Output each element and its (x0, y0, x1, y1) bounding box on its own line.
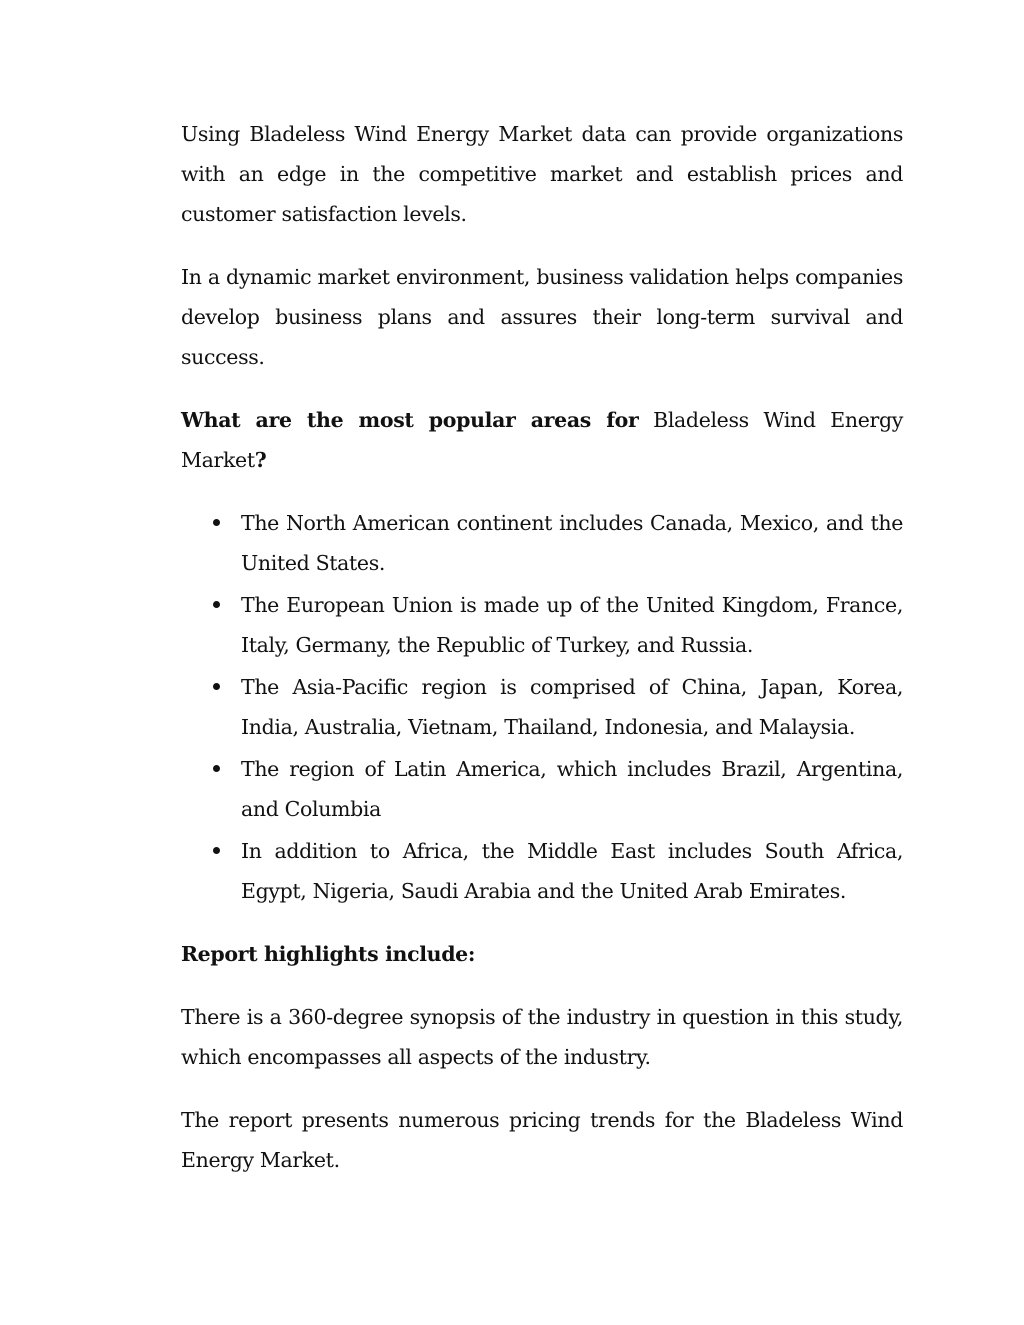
list-item (181, 831, 903, 911)
bullet-icon (213, 519, 220, 526)
list-item-text: The North American continent includes Canada, Mexico, and the United States. (241, 511, 903, 575)
regions-list (181, 503, 903, 911)
list-item-text: The Asia-Pacific region is comprised of China, Japan, Korea, India, Australia, Vietnam, Thailand, Indonesia, and Malaysia. (241, 675, 903, 739)
highlight-paragraph-synopsis: There is a 360-degree synopsis of the industry in question in this study, which encompasses all aspects of the industry. (181, 1005, 903, 1069)
regions-heading-question-mark: ? (254, 448, 267, 472)
list-item (181, 503, 903, 583)
list-item-text: In addition to Africa, the Middle East includes South Africa, Egypt, Nigeria, Saudi Arabia and the United Arab Emirates. (241, 839, 903, 903)
intro-paragraph: Using Bladeless Wind Energy Market data can provide organizations with an edge in the competitive market and establish prices and customer satisfaction levels. (181, 122, 903, 226)
list-item-text: The European Union is made up of the United Kingdom, France, Italy, Germany, the Republic of Turkey, and Russia. (241, 593, 903, 657)
list-item-text: The region of Latin America, which includes Brazil, Argentina, and Columbia (241, 757, 903, 821)
bullet-icon (213, 683, 220, 690)
list-item (181, 585, 903, 665)
bullet-icon (213, 847, 220, 854)
list-item (181, 667, 903, 747)
bullet-icon (213, 601, 220, 608)
highlight-paragraph-pricing: The report presents numerous pricing trends for the Bladeless Wind Energy Market. (181, 1108, 903, 1172)
regions-heading-market: Bladeless Wind Energy Market (181, 408, 904, 472)
document-page (181, 114, 903, 1180)
regions-heading-bold: What are the most popular areas for (181, 408, 639, 432)
validation-paragraph: In a dynamic market environment, business validation helps companies develop business plans and assures their long-term survival and success. (181, 265, 903, 369)
list-item (181, 749, 903, 829)
bullet-icon (213, 765, 220, 772)
regions-heading (181, 400, 903, 480)
highlights-heading: Report highlights include: (181, 942, 476, 966)
